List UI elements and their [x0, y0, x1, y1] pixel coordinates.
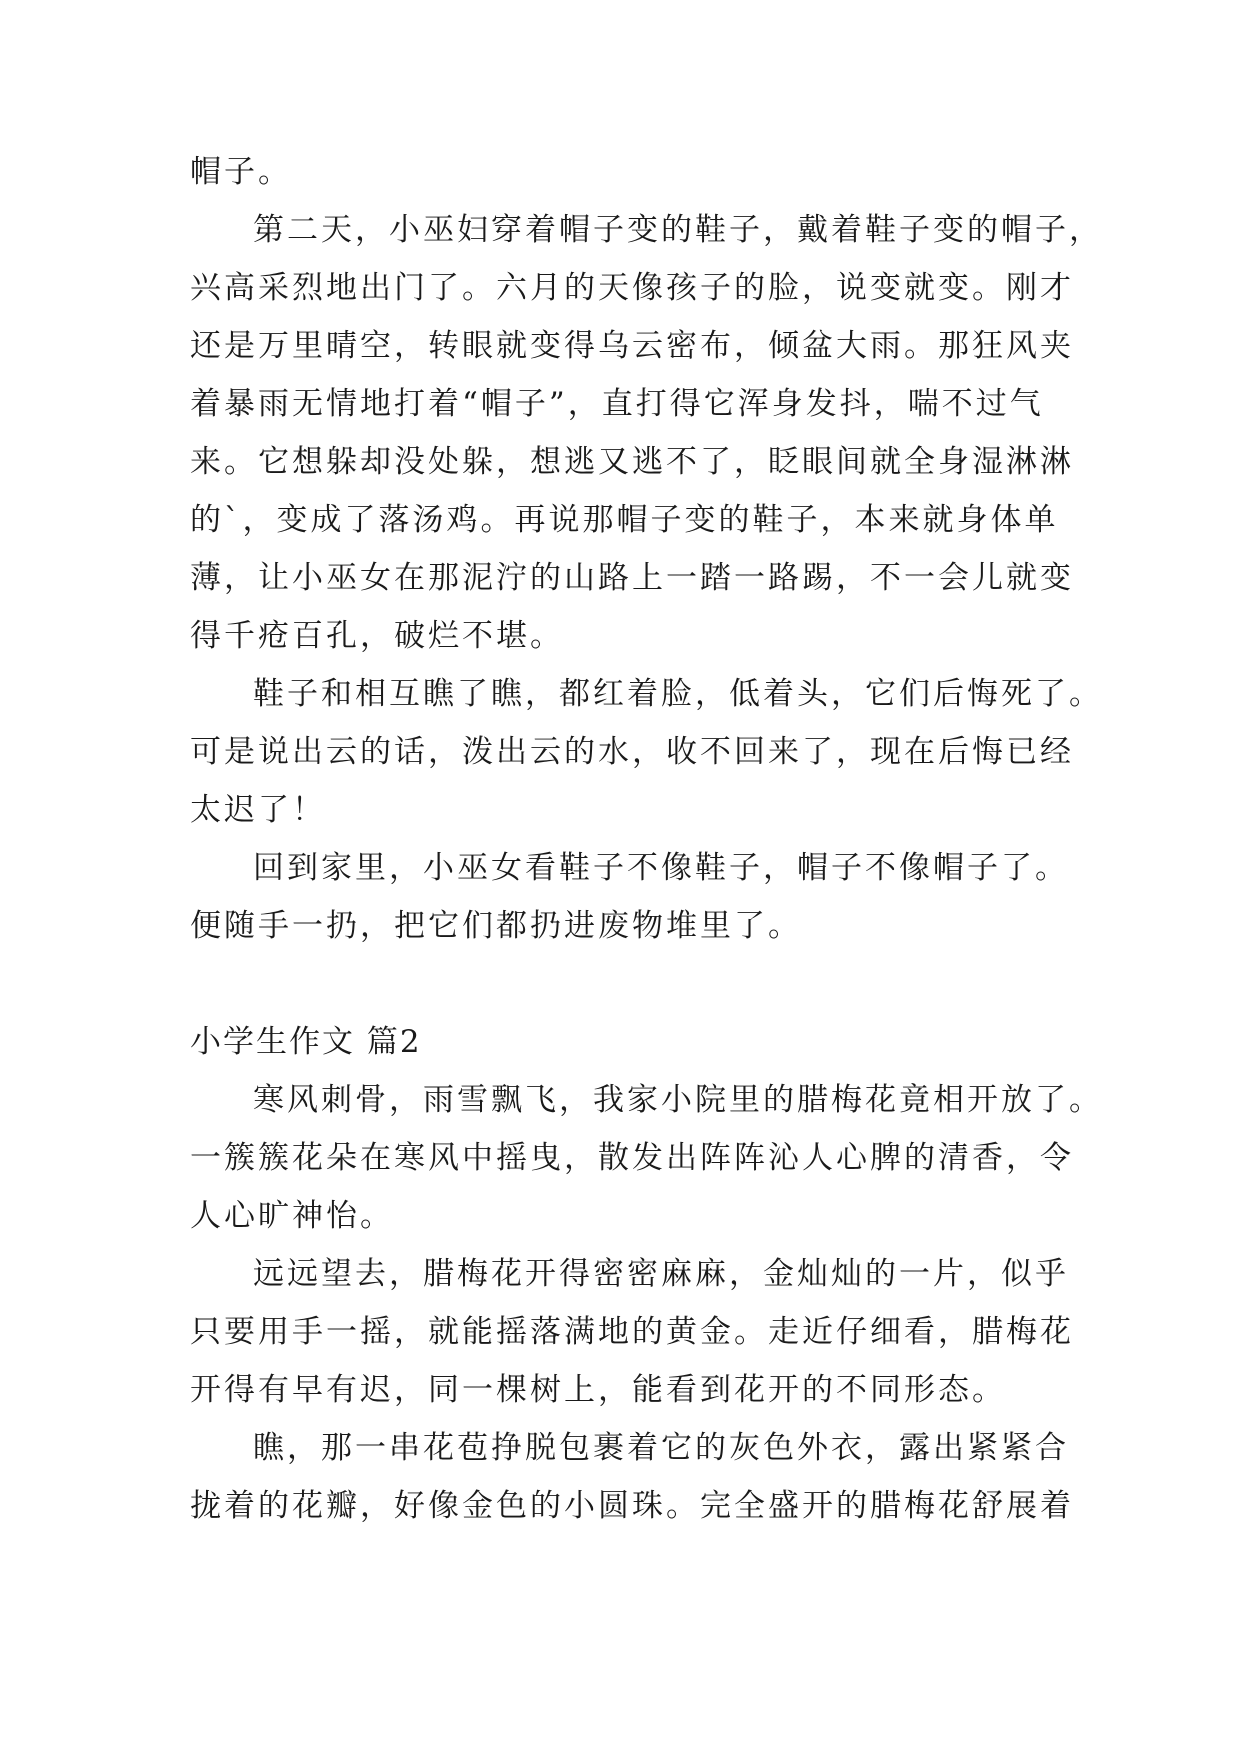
text-line: 薄，让小巫女在那泥泞的山路上一踏一路踢，不一会儿就变 [190, 560, 1074, 596]
paragraph-first-line: 鞋子和相互瞧了瞧，都红着脸，低着头，它们后悔死了。 [253, 676, 1103, 712]
text-line: 来。它想躲却没处躲，想逃又逃不了，眨眼间就全身湿淋淋 [190, 444, 1074, 480]
text-line: 兴高采烈地出门了。六月的天像孩子的脸，说变就变。刚才 [190, 270, 1074, 306]
text-line: 的`，变成了落汤鸡。再说那帽子变的鞋子，本来就身体单 [190, 502, 1059, 538]
section-heading: 小学生作文 篇2 [190, 1024, 422, 1060]
text-line: 可是说出云的话，泼出云的水，收不回来了，现在后悔已经 [190, 734, 1074, 770]
text-line: 还是万里晴空，转眼就变得乌云密布，倾盆大雨。那狂风夹 [190, 328, 1074, 364]
text-line: 便随手一扔，把它们都扔进废物堆里了。 [190, 908, 802, 944]
text-line: 着暴雨无情地打着“帽子”，直打得它浑身发抖，喘不过气 [190, 386, 1044, 422]
text-line: 一簇簇花朵在寒风中摇曳，散发出阵阵沁人心脾的清香，令 [190, 1140, 1074, 1176]
paragraph-first-line: 瞧，那一串花苞挣脱包裹着它的灰色外衣，露出紧紧合 [253, 1430, 1069, 1466]
text-line: 拢着的花瓣，好像金色的小圆珠。完全盛开的腊梅花舒展着 [190, 1488, 1074, 1524]
text-line: 帽子。 [190, 154, 292, 190]
paragraph-first-line: 回到家里，小巫女看鞋子不像鞋子，帽子不像帽子了。 [253, 850, 1069, 886]
text-line: 太迟了！ [190, 792, 326, 828]
paragraph-first-line: 第二天，小巫妇穿着帽子变的鞋子，戴着鞋子变的帽子， [253, 212, 1103, 248]
text-line: 得千疮百孔，破烂不堪。 [190, 618, 564, 654]
paragraph-first-line: 远远望去，腊梅花开得密密麻麻，金灿灿的一片，似乎 [253, 1256, 1069, 1292]
paragraph-first-line: 寒风刺骨，雨雪飘飞，我家小院里的腊梅花竟相开放了。 [253, 1082, 1103, 1118]
text-line: 开得有早有迟，同一棵树上，能看到花开的不同形态。 [190, 1372, 1006, 1408]
text-line: 只要用手一摇，就能摇落满地的黄金。走近仔细看，腊梅花 [190, 1314, 1074, 1350]
text-line: 人心旷神怡。 [190, 1198, 394, 1234]
